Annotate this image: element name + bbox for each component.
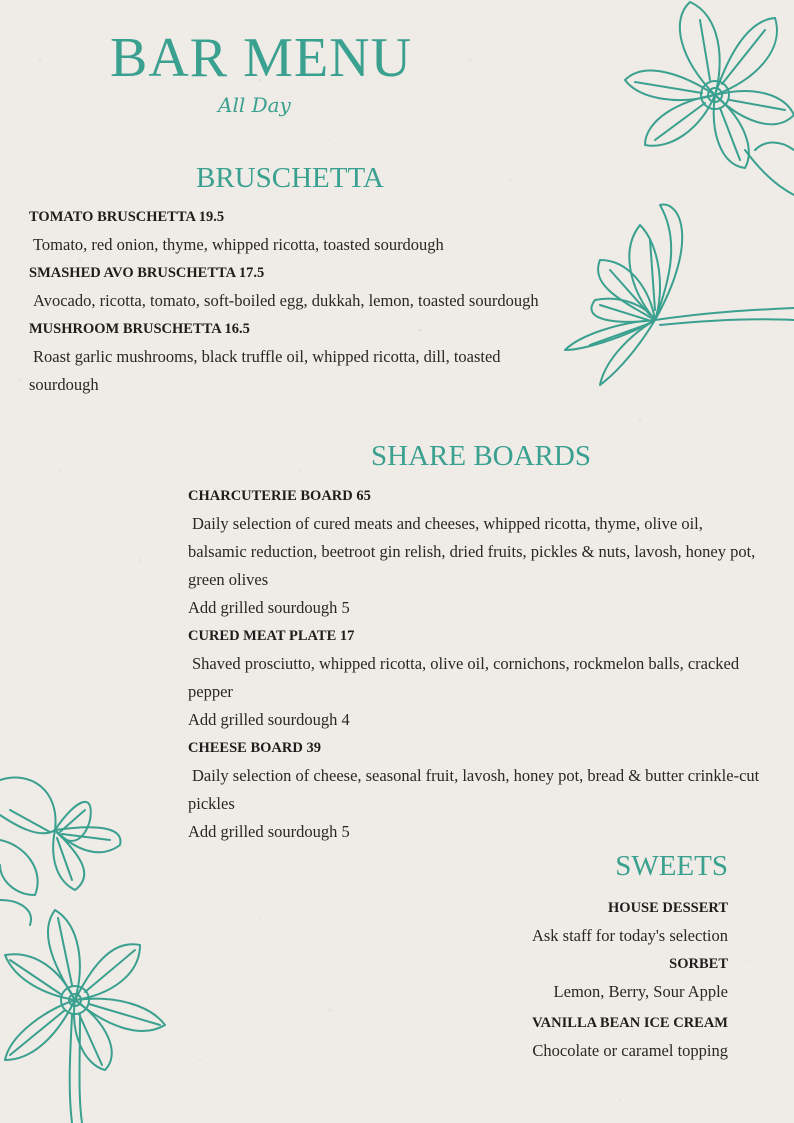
list-item [188,734,763,846]
item-name: MUSHROOM BRUSCHETTA 16.5 [29,321,250,337]
item-name: SORBET [669,956,728,972]
section-title-bruschetta: BRUSCHETTA [196,162,384,194]
section-title-sweets: SWEETS [615,850,728,882]
menu-subtitle: All Day [218,93,291,117]
list-item [368,950,728,1006]
item-name: VANILLA BEAN ICE CREAM [532,1015,728,1031]
list-item [368,894,728,950]
item-name: HOUSE DESSERT [608,900,728,916]
share-boards-list [188,482,763,846]
list-item [29,315,549,399]
list-item [29,203,549,259]
flower-illustration-top-right [560,0,794,390]
item-name: CHARCUTERIE BOARD 65 [188,488,371,504]
item-description: Chocolate or caramel topping [532,1041,728,1060]
item-addon: Add grilled sourdough 4 [188,710,350,729]
item-name: TOMATO BRUSCHETTA 19.5 [29,209,225,225]
item-name: CHEESE BOARD 39 [188,740,321,756]
list-item [188,622,763,734]
section-title-share-boards: SHARE BOARDS [371,440,591,472]
item-description: Daily selection of cheese, seasonal fruit, lavosh, honey pot, bread & butter crinkle-cut pickles [188,766,760,813]
list-item [188,482,763,622]
item-name: CURED MEAT PLATE 17 [188,628,355,644]
bruschetta-list [29,203,549,399]
item-description: Avocado, ricotta, tomato, soft-boiled egg, dukkah, lemon, toasted sourdough [33,291,539,310]
sweets-list [368,894,728,1065]
item-addon: Add grilled sourdough 5 [188,598,350,617]
item-description: Shaved prosciutto, whipped ricotta, olive oil, cornichons, rockmelon balls, cracked pepper [188,654,740,701]
item-description: Daily selection of cured meats and cheeses, whipped ricotta, thyme, olive oil, balsamic reduction, beetroot gin relish, dried fruits, pickles & nuts, lavosh, honey pot, green olives [188,514,756,589]
flower-illustration-bottom-left [0,770,175,1123]
item-description: Lemon, Berry, Sour Apple [553,982,728,1001]
list-item [368,1009,728,1065]
list-item [29,259,549,315]
item-description: Ask staff for today's selection [531,926,728,945]
item-addon: Add grilled sourdough 5 [188,822,350,841]
item-name: SMASHED AVO BRUSCHETTA 17.5 [29,265,265,281]
item-description: Roast garlic mushrooms, black truffle oil, whipped ricotta, dill, toasted sourdough [29,347,501,394]
menu-title: BAR MENU [110,27,413,89]
item-description: Tomato, red onion, thyme, whipped ricotta, toasted sourdough [33,235,444,254]
